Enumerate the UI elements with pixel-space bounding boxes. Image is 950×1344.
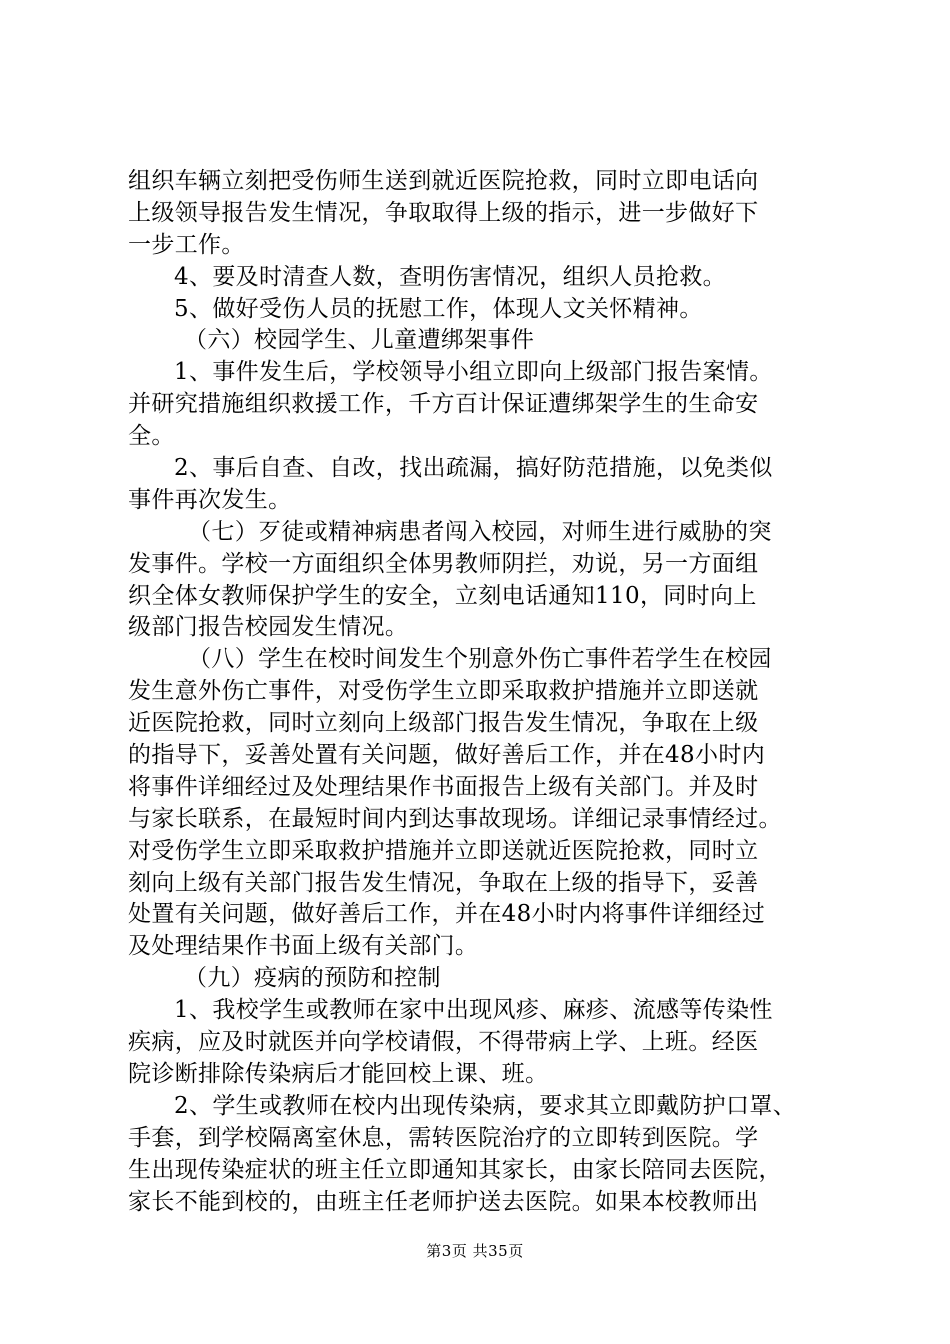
document-body (128, 166, 828, 1218)
text-line: 2、事后自查、自改，找出疏漏，搞好防范措施，以免类似 (174, 455, 773, 482)
text-line: 并研究措施组织救援工作，千方百计保证遭绑架学生的生命安 (128, 391, 759, 418)
text-line: 与家长联系，在最短时间内到达事故现场。详细记录事情经过。 (128, 805, 782, 832)
section-heading: （八）学生在校时间发生个别意外伤亡事件若学生在校园 (188, 646, 772, 673)
section-heading: （七）歹徒或精神病患者闯入校园，对师生进行威胁的突 (188, 518, 772, 545)
text-line: 家长不能到校的，由班主任老师护送去医院。如果本校教师出 (128, 1188, 759, 1215)
section-heading: （六）校园学生、儿童遭绑架事件 (184, 327, 535, 354)
text-line: 近医院抢救，同时立刻向上级部门报告发生情况，争取在上级 (128, 710, 759, 737)
text-line: 1、事件发生后，学校领导小组立即向上级部门报告案情。 (174, 359, 773, 386)
text-line: 2、学生或教师在校内出现传染病，要求其立即戴防护口罩、 (174, 1092, 797, 1119)
text-line: 5、做好受伤人员的抚慰工作，体现人文关怀精神。 (174, 295, 703, 322)
text-line: 的指导下，妥善处置有关问题，做好善后工作，并在48小时内 (128, 742, 766, 769)
page-number-footer: 第3页 共35页 (426, 1242, 524, 1260)
text-line: 级部门报告校园发生情况。 (128, 614, 409, 641)
text-line: 全。 (128, 423, 175, 450)
text-line: 组织车辆立刻把受伤师生送到就近医院抢救，同时立即电话向 (128, 168, 759, 194)
text-line: 刻向上级有关部门报告发生情况，争取在上级的指导下，妥善 (128, 869, 759, 896)
text-line: 将事件详细经过及处理结果作书面报告上级有关部门。并及时 (128, 773, 759, 800)
text-line: 处置有关问题，做好善后工作，并在48小时内将事件详细经过 (128, 901, 766, 928)
text-line: 手套，到学校隔离室休息，需转医院治疗的立即转到医院。学 (128, 1124, 759, 1151)
text-line: 及处理结果作书面上级有关部门。 (128, 933, 479, 960)
text-line: 事件再次发生。 (128, 486, 292, 513)
section-heading: （九）疫病的预防和控制 (184, 965, 441, 992)
text-line: 4、要及时清查人数，查明伤害情况，组织人员抢救。 (174, 263, 727, 290)
text-line: 对受伤学生立即采取救护措施并立即送就近医院抢救，同时立 (128, 837, 759, 864)
text-line: 疾病，应及时就医并向学校请假，不得带病上学、上班。经医 (128, 1029, 759, 1056)
text-line: 生出现传染症状的班主任立即通知其家长，由家长陪同去医院， (128, 1156, 782, 1183)
text-line: 织全体女教师保护学生的安全，立刻电话通知110，同时向上 (128, 582, 757, 609)
text-line: 发事件。学校一方面组织全体男教师阴拦，劝说，另一方面组 (128, 550, 759, 577)
text-line: 1、我校学生或教师在家中出现风疹、麻疹、流感等传染性 (174, 997, 773, 1024)
text-line: 发生意外伤亡事件，对受伤学生立即采取救护措施并立即送就 (128, 678, 759, 705)
text-line: 院诊断排除传染病后才能回校上课、班。 (128, 1060, 549, 1087)
text-line: 上级领导报告发生情况，争取取得上级的指示，进一步做好下 (128, 199, 759, 226)
text-line: 一步工作。 (128, 231, 245, 258)
